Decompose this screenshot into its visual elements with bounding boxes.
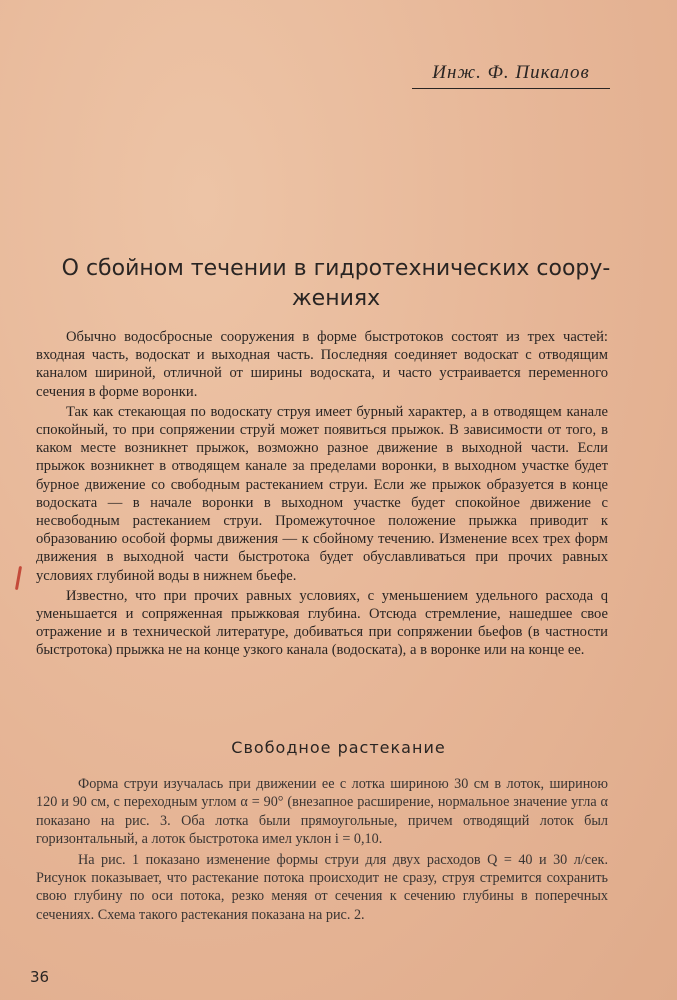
paragraph-3: Известно, что при прочих равных условиях, с уменьшением удельного расхода q уменьшается и сопряженная прыжковая глубина. Отсюда стремление, нашедшее свое отражение и в технической литературе, добиваться при сопряжении бьефов (в частности быстротока) прыжка не на конце узкого канала (водоската), а в воронке или на конце ее. xyxy=(36,587,608,659)
author-name: Инж. Ф. Пикалов xyxy=(432,62,590,83)
author-block xyxy=(412,62,610,89)
title-line-2: жениях xyxy=(291,286,381,311)
paragraph-5: На рис. 1 показано изменение формы струи для двух расходов Q = 40 и 30 л/сек. Рисунок показывает, что растекание потока происходит не сразу, струя стремится сохранить свою глубину по оси потока, резко меняя от сечения к сечению глубины в поперечных сечениях. Схема такого растекания показана на рис. 2. xyxy=(36,851,608,923)
title-line-1: О сбойном течении в гидротехнических соору- xyxy=(61,256,611,281)
paragraph-2: Так как стекающая по водоскату струя имеет бурный характер, а в отводящем канале спокойный, то при сопряжении струй может появиться прыжок. В зависимости от того, в каком месте возникнет прыжок, возможно разное движение в выходной части. Если прыжок возникнет в отводящем канале за пределами воронки, в выходном участке будет бурное движение со свободным растеканием струи. Если же прыжок образуется в конце водоската — в начале воронки в выходном участке будет спокойное движение с несвободным растеканием струи. Промежуточное положение прыжка приводит к образованию особой формы движения — к сбойному течению. Изменение всех трех форм движения в выходной части быстротока будет обуславливаться при прочих равных условиях глубиной воды в нижнем бьефе. xyxy=(36,403,608,584)
article-body-intro xyxy=(36,328,608,662)
article-body-section xyxy=(36,775,608,926)
paragraph-1: Обычно водосбросные сооружения в форме быстротоков состоят из трех частей: входная часть, водоскат и выходная часть. Последняя соединяет водоскат с отводящим каналом шириной, отличной от ширины водоската, и часто устраивается переменного сечения в форме воронки. xyxy=(36,329,608,400)
article-title xyxy=(36,254,636,314)
author-underline xyxy=(412,88,610,89)
paragraph-4: Форма струи изучалась при движении ее с лотка шириною 30 см в лоток, шириною 120 и 90 см, с переходным углом α = 90° (внезапное расширение, нормальное значение угла α показано на рис. 3. Оба лотка были прямоугольные, причем отводящий лоток был горизонтальный, а лоток быстротока имел уклон i = 0,10. xyxy=(36,776,608,848)
section-heading: Свободное растекание xyxy=(231,738,446,757)
margin-pencil-mark xyxy=(15,566,22,590)
page-number: 36 xyxy=(30,968,50,986)
